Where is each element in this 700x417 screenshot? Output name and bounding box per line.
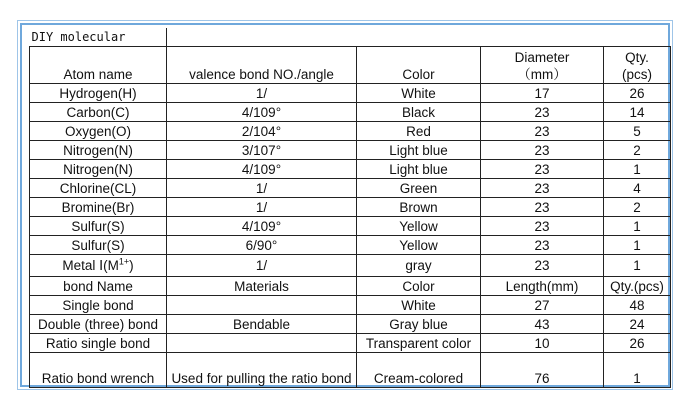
bond-color-cell: White <box>357 296 481 315</box>
valence-cell: 6/90° <box>167 236 357 255</box>
diameter-cell: 17 <box>481 84 604 103</box>
table-row <box>30 160 671 179</box>
valence-cell: 3/107° <box>167 141 357 160</box>
header-bond-qty: Qty.(pcs) <box>604 277 671 296</box>
atom-rows <box>30 84 671 255</box>
diameter-cell: 23 <box>481 179 604 198</box>
molecular-kit-table <box>29 28 671 388</box>
table-row <box>30 84 671 103</box>
qty-cell: 2 <box>604 198 671 217</box>
color-cell: Yellow <box>357 236 481 255</box>
table-row <box>30 103 671 122</box>
atom-header-row <box>30 47 671 84</box>
valence-cell: 4/109° <box>167 160 357 179</box>
atom-name-cell: Sulfur(S) <box>30 236 167 255</box>
length-cell: 43 <box>481 315 604 334</box>
table-row <box>30 198 671 217</box>
table-row <box>30 353 671 388</box>
diameter-cell: 23 <box>481 141 604 160</box>
header-qty-bottom: (pcs) <box>622 67 652 82</box>
length-cell: 10 <box>481 334 604 353</box>
color-cell: White <box>357 84 481 103</box>
valence-cell: 1/ <box>167 84 357 103</box>
metal-name: Metal $Ⅰ(M^{1+})$ <box>30 255 167 277</box>
table-row <box>30 236 671 255</box>
valence-cell: 1/ <box>167 179 357 198</box>
bond-color-cell: Gray blue <box>357 315 481 334</box>
table-row <box>30 141 671 160</box>
length-cell: 76 <box>481 353 604 388</box>
color-cell: Red <box>357 122 481 141</box>
color-cell: Light blue <box>357 160 481 179</box>
bond-color-cell: Cream-colored <box>357 353 481 388</box>
bond-rows <box>30 296 671 388</box>
diameter-cell: 23 <box>481 103 604 122</box>
atom-name-cell: Hydrogen(H) <box>30 84 167 103</box>
header-bond-name: bond Name <box>30 277 167 296</box>
diameter-cell: 23 <box>481 236 604 255</box>
materials-cell <box>167 296 357 315</box>
table-row <box>30 296 671 315</box>
caption-row <box>30 28 671 47</box>
qty-cell: 4 <box>604 179 671 198</box>
materials-cell <box>167 334 357 353</box>
bond-qty-cell: 26 <box>604 334 671 353</box>
atom-name-cell: Bromine(Br) <box>30 198 167 217</box>
color-cell: Green <box>357 179 481 198</box>
bond-name-cell: Ratio bond wrench <box>30 353 167 388</box>
header-color: Color <box>357 47 481 84</box>
color-cell: Black <box>357 103 481 122</box>
atom-name-cell: Nitrogen(N) <box>30 160 167 179</box>
bond-name-cell: Ratio single bond <box>30 334 167 353</box>
color-cell: Brown <box>357 198 481 217</box>
bond-qty-cell: 24 <box>604 315 671 334</box>
qty-cell: 5 <box>604 122 671 141</box>
bond-qty-cell: 1 <box>604 353 671 388</box>
atom-name-cell: Chlorine(CL) <box>30 179 167 198</box>
table-row <box>30 179 671 198</box>
bond-name-cell: Double (three) bond <box>30 315 167 334</box>
header-bond-color: Color <box>357 277 481 296</box>
metal-color: gray <box>357 255 481 277</box>
header-materials: Materials <box>167 277 357 296</box>
caption-blank <box>167 28 671 47</box>
header-diameter <box>481 47 604 84</box>
qty-cell: 14 <box>604 103 671 122</box>
metal-bond: 1/ <box>167 255 357 277</box>
bond-name-cell: Single bond <box>30 296 167 315</box>
length-cell: 27 <box>481 296 604 315</box>
table-row <box>30 334 671 353</box>
table-caption: DIY molecular <box>30 28 167 47</box>
valence-cell: 4/109° <box>167 103 357 122</box>
table-row <box>30 122 671 141</box>
table-row <box>30 217 671 236</box>
metal-diameter: 23 <box>481 255 604 277</box>
header-length: Length(mm) <box>481 277 604 296</box>
qty-cell: 1 <box>604 236 671 255</box>
diameter-cell: 23 <box>481 217 604 236</box>
diameter-cell: 23 <box>481 160 604 179</box>
header-diameter-top: Diameter <box>514 50 570 65</box>
atom-name-cell: Nitrogen(N) <box>30 141 167 160</box>
diameter-cell: 23 <box>481 122 604 141</box>
header-qty <box>604 47 671 84</box>
qty-cell: 1 <box>604 217 671 236</box>
header-qty-top: Qty. <box>625 50 649 65</box>
qty-cell: 1 <box>604 160 671 179</box>
header-atom-name: Atom name <box>30 47 167 84</box>
qty-cell: 26 <box>604 84 671 103</box>
atom-name-cell: Carbon(C) <box>30 103 167 122</box>
valence-cell: 4/109° <box>167 217 357 236</box>
bond-color-cell: Transparent color <box>357 334 481 353</box>
table-row <box>30 315 671 334</box>
materials-cell: Used for pulling the ratio bond <box>167 353 357 388</box>
atom-name-cell: Oxygen(O) <box>30 122 167 141</box>
diameter-cell: 23 <box>481 198 604 217</box>
valence-cell: 2/104° <box>167 122 357 141</box>
bond-header-row <box>30 277 671 296</box>
bond-qty-cell: 48 <box>604 296 671 315</box>
materials-cell: Bendable <box>167 315 357 334</box>
valence-cell: 1/ <box>167 198 357 217</box>
metal-row <box>30 255 671 277</box>
qty-cell: 2 <box>604 141 671 160</box>
header-valence: valence bond NO./angle <box>167 47 357 84</box>
color-cell: Yellow <box>357 217 481 236</box>
header-diameter-bottom: （mm） <box>517 67 567 82</box>
metal-qty: 1 <box>604 255 671 277</box>
atom-name-cell: Sulfur(S) <box>30 217 167 236</box>
color-cell: Light blue <box>357 141 481 160</box>
